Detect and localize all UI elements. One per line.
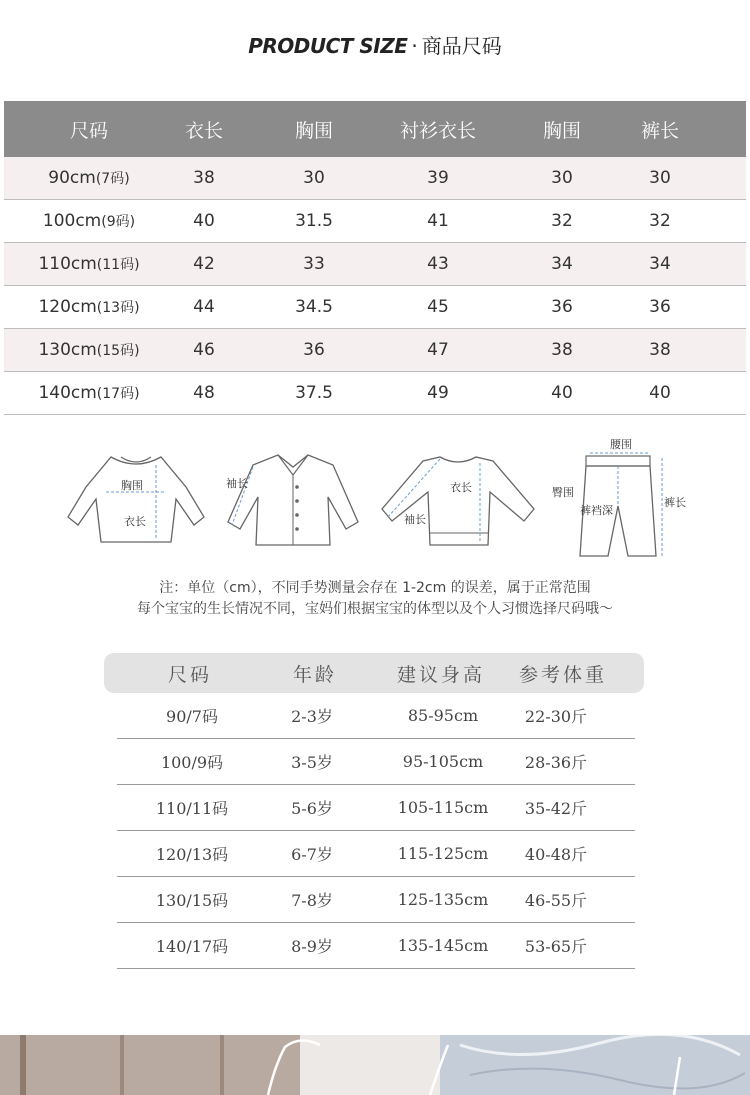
- size-table-row: [4, 372, 746, 415]
- age-table-cell: 2-3岁: [291, 707, 333, 726]
- tshirt-chest-label: 胸围: [121, 479, 143, 492]
- size-table-row: [4, 157, 746, 200]
- age-header-height: 建议身高: [396, 663, 485, 686]
- size-table-cell: 30: [649, 168, 671, 188]
- age-table-header: [104, 653, 644, 693]
- size-table-cell: 34: [649, 254, 671, 274]
- age-table-cell: 40-48斤: [524, 845, 588, 864]
- size-table-cell: 41: [427, 211, 449, 231]
- size-table-row: [4, 200, 746, 243]
- age-table-cell: 53-65斤: [524, 937, 588, 956]
- age-table-cell: 95-105cm: [402, 752, 484, 771]
- age-table-cell: 135-145cm: [397, 936, 489, 955]
- note-line-1: 注：单位（cm），不同手势测量会存在 1-2cm 的误差，属于正常范围: [159, 580, 591, 596]
- size-table-cell: 38: [649, 340, 671, 360]
- age-table-row: [117, 785, 635, 831]
- size-value: 140cm: [38, 383, 97, 403]
- size-cell: [4, 340, 174, 360]
- size-table-cell: 36: [649, 297, 671, 317]
- size-cell: [4, 254, 174, 274]
- size-table-cell: 40: [649, 383, 671, 403]
- header-pants-length: 裤长: [640, 119, 679, 142]
- sweater-sleeve-label: 袖长: [404, 513, 426, 526]
- age-table-cell: 5-6岁: [291, 799, 333, 818]
- size-value: 100cm: [42, 211, 102, 231]
- size-table-cell: 37.5: [295, 383, 333, 403]
- age-table-row: [117, 693, 635, 739]
- age-header-age: 年龄: [292, 663, 337, 686]
- age-table-cell: 110/11码: [155, 799, 229, 818]
- size-code: (9码): [101, 214, 136, 230]
- page-title: [0, 30, 750, 59]
- age-table-cell: 125-135cm: [397, 890, 489, 909]
- size-code: (13码): [96, 300, 140, 316]
- note-line-2: 每个宝宝的生长情况不同，宝妈们根据宝宝的体型以及个人习惯选择尺码哦～: [137, 601, 613, 617]
- title-dot: ·: [411, 34, 418, 58]
- title-cn: 商品尺码: [421, 34, 502, 58]
- size-table-cell: 39: [427, 168, 449, 188]
- size-table-cell: 42: [193, 254, 215, 274]
- pants-icon: [550, 434, 700, 564]
- age-table-cell: 3-5岁: [291, 753, 333, 772]
- size-table-cell: 33: [303, 254, 325, 274]
- size-code: (7码): [95, 171, 130, 187]
- tshirt-length-label: 衣长: [124, 515, 146, 528]
- size-cell: [4, 168, 174, 188]
- shirt-sleeve-label: 袖长: [226, 477, 248, 490]
- tshirt-icon: [66, 437, 206, 557]
- size-table-cell: 31.5: [295, 211, 333, 231]
- age-table-cell: 120/13码: [155, 845, 229, 864]
- photo-background-image: [0, 1035, 750, 1095]
- sweater-length-label: 衣长: [450, 481, 472, 494]
- age-table-row: [117, 877, 635, 923]
- age-header-weight: 参考体重: [518, 663, 607, 686]
- pants-waist-label: 腰围: [610, 438, 632, 451]
- size-table-cell: 38: [193, 168, 215, 188]
- size-table-cell: 47: [427, 340, 449, 360]
- size-table-cell: 45: [427, 297, 449, 317]
- size-code: (15码): [96, 343, 140, 359]
- size-cell: [4, 211, 174, 231]
- size-code: (11码): [96, 257, 140, 273]
- size-table-cell: 40: [551, 383, 573, 403]
- size-table-cell: 36: [551, 297, 573, 317]
- size-code: (17码): [96, 386, 140, 402]
- size-table-header: [4, 101, 746, 157]
- age-table-row: [117, 831, 635, 877]
- size-table-cell: 32: [649, 211, 671, 231]
- size-table: [4, 101, 746, 415]
- size-table-cell: 30: [303, 168, 325, 188]
- size-table-cell: 43: [427, 254, 449, 274]
- size-table-cell: 36: [303, 340, 325, 360]
- age-table: [104, 653, 644, 969]
- measurement-diagrams: [60, 437, 700, 567]
- age-header-size: 尺码: [167, 663, 212, 686]
- size-table-row: [4, 243, 746, 286]
- age-table-cell: 7-8岁: [291, 891, 333, 910]
- measurement-note: [0, 578, 750, 620]
- header-shirt-length: 衬衫衣长: [399, 119, 476, 142]
- size-table-cell: 30: [551, 168, 573, 188]
- size-table-cell: 49: [427, 383, 449, 403]
- shirt-icon: [218, 437, 368, 557]
- size-table-cell: 32: [551, 211, 573, 231]
- size-value: 130cm: [38, 340, 97, 360]
- header-length: 衣长: [184, 119, 223, 142]
- header-chest: 胸围: [294, 119, 333, 142]
- size-table-cell: 46: [193, 340, 215, 360]
- age-table-cell: 35-42斤: [524, 799, 588, 818]
- pants-hip-label: 臀围: [552, 486, 574, 499]
- age-table-cell: 90/7码: [166, 707, 218, 726]
- age-table-cell: 115-125cm: [397, 844, 489, 863]
- size-value: 90cm: [48, 168, 96, 188]
- size-table-cell: 40: [193, 211, 215, 231]
- size-cell: [4, 297, 174, 317]
- header-chest-2: 胸围: [542, 119, 581, 142]
- pants-length-label: 裤长: [664, 496, 686, 509]
- size-table-cell: 38: [551, 340, 573, 360]
- size-cell: [4, 383, 174, 403]
- age-table-cell: 130/15码: [155, 891, 229, 910]
- age-table-cell: 140/17码: [155, 937, 229, 956]
- age-table-cell: 6-7岁: [291, 845, 333, 864]
- product-photo-strip: [0, 1035, 750, 1095]
- age-table-cell: 22-30斤: [524, 707, 588, 726]
- size-table-cell: 34: [551, 254, 573, 274]
- size-value: 110cm: [38, 254, 97, 274]
- size-table-cell: 34.5: [295, 297, 333, 317]
- age-table-cell: 8-9岁: [291, 937, 333, 956]
- title-en: PRODUCT SIZE: [248, 34, 408, 58]
- age-table-cell: 105-115cm: [397, 798, 489, 817]
- age-table-row: [117, 923, 635, 969]
- size-table-cell: 44: [193, 297, 215, 317]
- size-table-cell: 48: [193, 383, 215, 403]
- age-table-row: [117, 739, 635, 785]
- age-table-cell: 28-36斤: [524, 753, 588, 772]
- pants-rise-label: 裤裆深: [580, 504, 613, 517]
- age-table-cell: 100/9码: [160, 753, 224, 772]
- sweater-icon: [378, 437, 538, 557]
- size-value: 120cm: [38, 297, 97, 317]
- age-table-cell: 46-55斤: [524, 891, 588, 910]
- header-size: 尺码: [69, 119, 108, 142]
- size-table-row: [4, 329, 746, 372]
- size-table-row: [4, 286, 746, 329]
- age-table-cell: 85-95cm: [407, 706, 479, 725]
